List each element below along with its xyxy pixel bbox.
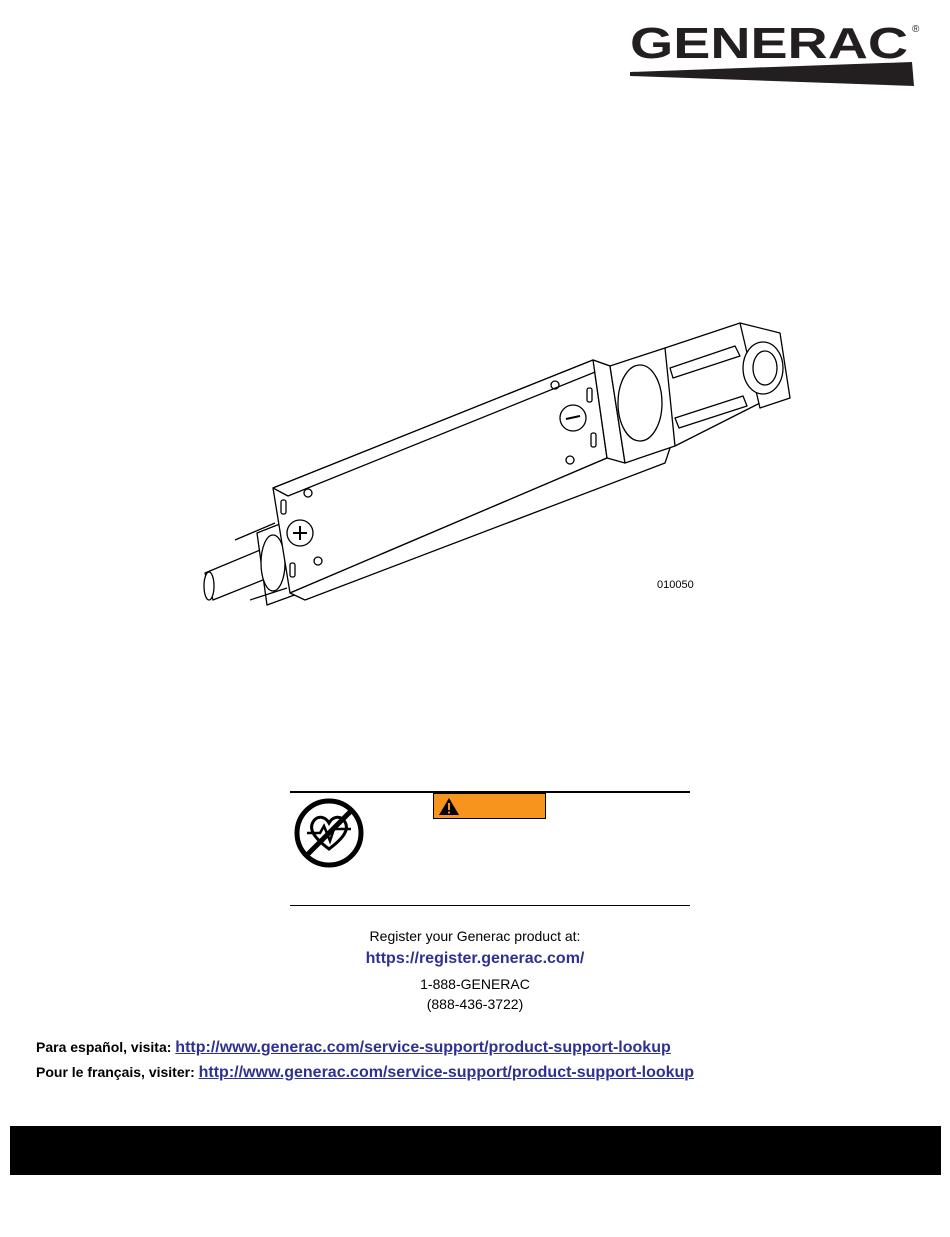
warning-signal-panel bbox=[433, 793, 546, 819]
pacemaker-prohibited-icon bbox=[293, 797, 365, 869]
footer-bar bbox=[10, 1126, 941, 1175]
french-support-line bbox=[36, 1064, 694, 1082]
logo-wordmark: GENERAC bbox=[630, 19, 908, 68]
french-support-link[interactable]: http://www.generac.com/service-support/product-support-lookup bbox=[198, 1064, 695, 1081]
register-link[interactable]: https://register.generac.com/ bbox=[365, 950, 585, 967]
figure-code: 010050 bbox=[657, 579, 694, 591]
spanish-support-link[interactable]: http://www.generac.com/service-support/product-support-lookup bbox=[175, 1039, 671, 1056]
warning-bottom-rule bbox=[290, 905, 690, 906]
inline-module-illustration bbox=[195, 308, 795, 613]
spanish-support-line bbox=[36, 1039, 671, 1057]
spanish-label: Para español, visita: bbox=[36, 1039, 172, 1055]
phone-number: (888-436-3722) bbox=[426, 996, 524, 1012]
french-label: Pour le français, visiter: bbox=[36, 1064, 195, 1080]
phone-word: 1-888-GENERAC bbox=[420, 976, 530, 992]
register-prompt: Register your Generac product at: bbox=[369, 928, 581, 944]
registered-mark: ® bbox=[912, 24, 920, 35]
generac-logo bbox=[628, 18, 928, 90]
warning-triangle-icon bbox=[438, 797, 460, 816]
